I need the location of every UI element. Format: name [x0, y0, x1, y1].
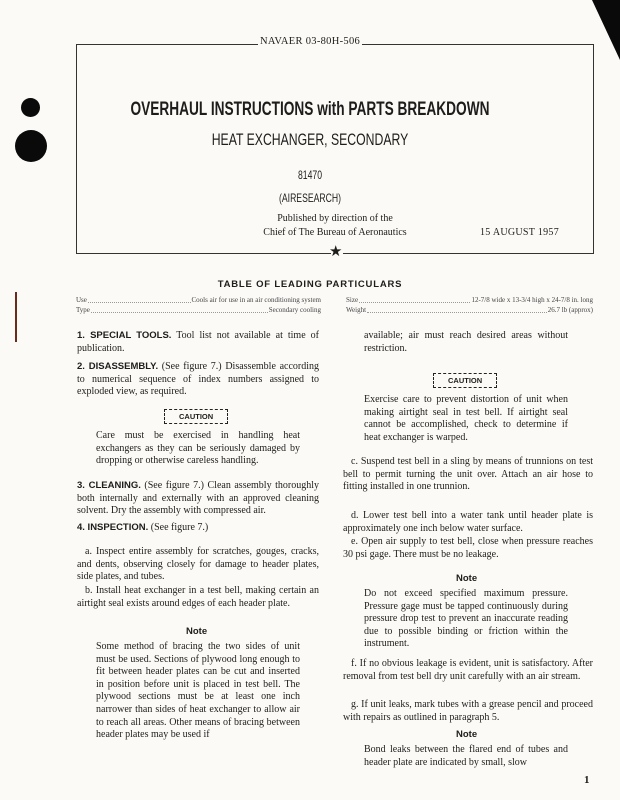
star-icon: ★ [329, 244, 343, 260]
paragraph-disassembly [77, 361, 319, 399]
row-label: Type [76, 306, 90, 314]
row-value: Cools air for use in an air conditioning system [191, 296, 321, 304]
paragraph-cleaning [77, 480, 319, 518]
section-heading: 2. DISASSEMBLY. [77, 361, 159, 372]
row-value: Secondary cooling [268, 306, 321, 314]
page-corner-shadow [592, 0, 620, 60]
note-label: Note [456, 729, 478, 740]
step-g: g. If unit leaks, mark tubes with a grease pencil and proceed with repairs as outlined in paragraph 5. [343, 699, 593, 723]
row-label: Weight [346, 306, 367, 314]
publisher-line: Published by direction of the [277, 213, 393, 224]
divider [343, 253, 593, 254]
section-heading: 4. INSPECTION. [77, 522, 149, 533]
table-row [76, 306, 321, 315]
binder-hole [21, 98, 40, 117]
section-text: Tool list not available at time of publication. [77, 330, 319, 354]
document-subtitle: HEAT EXCHANGER, SECONDARY [211, 130, 409, 149]
caution-label: CAUTION [164, 409, 228, 424]
margin-mark [15, 292, 17, 342]
step-d: d. Lower test bell into a water tank until header plate is approximately one inch below water surface. [343, 510, 593, 534]
document-title: OVERHAUL INSTRUCTIONS with PARTS BREAKDOWN [130, 99, 490, 120]
table-row [346, 296, 593, 305]
step-e: e. Open air supply to test bell, close when pressure reaches 30 psi gage. There must be no leakage. [343, 536, 593, 560]
step-b: b. Install heat exchanger in a test bell, making certain an airtight seal exists around edges of each header plate. [77, 585, 319, 609]
divider [76, 253, 331, 254]
manufacturer: (AIRESEARCH) [279, 191, 341, 205]
row-label: Size [346, 296, 359, 304]
document-number: NAVAER 03-80H-506 [259, 36, 361, 47]
table-row [346, 306, 593, 315]
section-text: (See figure 7.) Clean assembly thoroughly both internally and externally with an approved cleaning solvent. Dry the assembly with compressed air. [77, 480, 320, 517]
caution-label: CAUTION [433, 373, 497, 388]
note-label: Note [456, 573, 478, 584]
caution-text: Care must be exercised in handling heat exchangers as they can be seriously damaged by dropping or otherwise careless handling. [96, 430, 300, 467]
table-title: TABLE OF LEADING PARTICULARS [217, 279, 403, 290]
section-text: (See figure 7.) Disassemble according to numerical sequence of index numbers assigned to exploded view, as required. [77, 361, 319, 398]
step-a: a. Inspect entire assembly for scratches, gouges, cracks, and dents, observing closely for damage to header plates, side plates, and tubes. [77, 546, 319, 583]
paragraph-continued: available; air must reach desired areas without restriction. [364, 330, 568, 354]
paragraph-special-tools [77, 330, 319, 355]
caution-text: Exercise care to prevent distortion of unit when making airtight seal in test bell. If airtight seal cannot be accomplished, check to determine if heat exchanger is warped. [364, 394, 568, 443]
note-label: Note [186, 626, 208, 637]
part-number: 81470 [297, 168, 323, 182]
step-c: c. Suspend test bell in a sling by means of trunnions on test bell to permit turning the unit over. Attach an air hose to fitting installed in one trunnion. [343, 456, 593, 493]
note-text: Do not exceed specified maximum pressure. Pressure gage must be tapped continuously during pressure drop test to prevent an inaccurate reading due to possible binding or friction within the instrument. [364, 588, 568, 650]
note-text: Some method of bracing the two sides of unit must be used. Sections of plywood long enough to fit between header plates can be cut and inserted in position before unit is placed in test bell. The plywood sections must be at least one inch narrower than sides of heat exchanger to allow air to reach all areas. Other means of bracing between header plates may be used if [96, 641, 300, 741]
row-value: 12-7/8 wide x 13-3/4 high x 24-7/8 in. long [471, 296, 593, 304]
section-heading: 1. SPECIAL TOOLS. [77, 330, 172, 341]
publisher [230, 212, 440, 240]
row-value: 26.7 lb (approx) [547, 306, 593, 314]
publication-date: 15 AUGUST 1957 [480, 227, 560, 238]
publisher-line: Chief of The Bureau of Aeronautics [263, 227, 407, 238]
section-text: (See figure 7.) [148, 522, 209, 533]
note-text: Bond leaks between the flared end of tubes and header plate are indicated by small, slow [364, 744, 568, 768]
step-f: f. If no obvious leakage is evident, unit is satisfactory. After removal from test bell dry unit carefully with an air stream. [343, 658, 593, 682]
section-heading: 3. CLEANING. [77, 480, 141, 491]
row-label: Use [76, 296, 87, 304]
table-row [76, 296, 321, 305]
paragraph-inspection [77, 522, 319, 535]
binder-hole [15, 130, 47, 162]
page-number: 1 [584, 774, 590, 786]
